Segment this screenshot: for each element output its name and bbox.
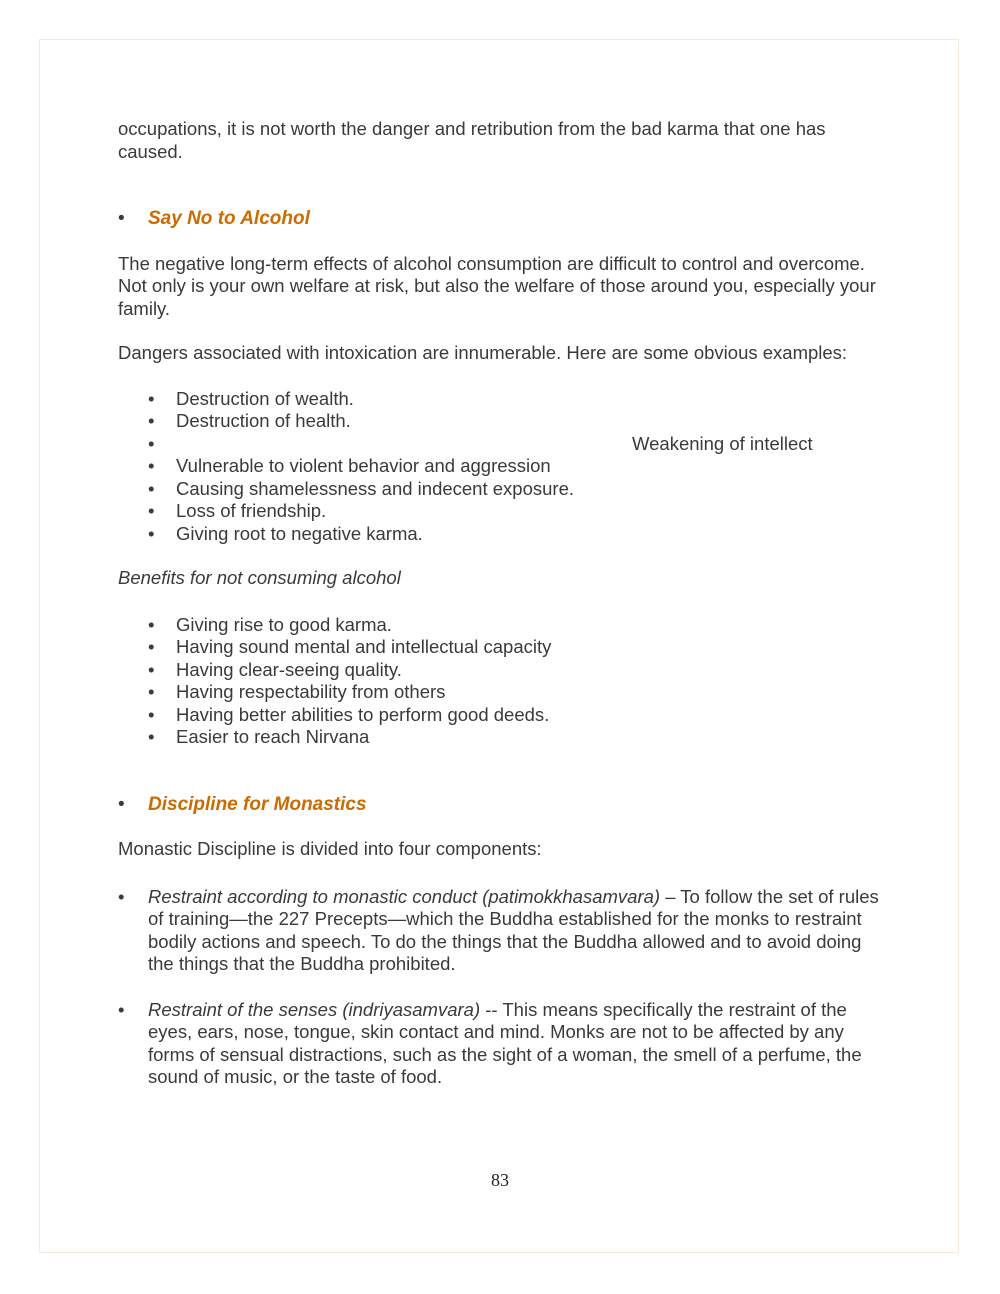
bullet-icon: • — [118, 885, 125, 907]
bullet-icon: • — [148, 636, 155, 657]
component-text: – To follow the set of rules of training—the 227 Precepts—which the Buddha established for the monks to restraint bodily actions and speech. To do the things that the Buddha allowed and to avoid doing the things that the Buddha prohibited. — [148, 885, 879, 974]
list-item: • Causing shamelessness and indecent exposure. — [148, 477, 574, 499]
bullet-icon: • — [148, 613, 155, 635]
list-item: • Destruction of health. — [148, 410, 351, 431]
bullet-icon: • — [148, 522, 155, 544]
component-title: Restraint of the senses (indriyasamvara) — [148, 998, 481, 1020]
section-heading-alcohol — [118, 208, 888, 231]
list-item: • Weakening of intellect — [148, 432, 813, 454]
component-text: -- This means specifically the restraint of the eyes, ears, nose, tongue, skin contact and mind. Monks are not to be affected by any forms of sensual distractions, such as the sight of a woman, the smell of a perfume, the sound of music, or the taste of food. — [148, 998, 862, 1087]
bullet-icon: • — [148, 726, 155, 747]
component-item — [118, 999, 888, 1089]
bullet-icon: • — [148, 432, 155, 454]
heading-text: Discipline for Monastics — [148, 793, 367, 815]
bullet-icon: • — [148, 658, 155, 680]
bullet-icon: • — [148, 387, 155, 409]
list-item: • Vulnerable to violent behavior and aggression — [148, 455, 551, 476]
page-number: 83 — [491, 1170, 509, 1190]
bullet-icon: • — [148, 703, 155, 725]
list-item: • Having clear-seeing quality. — [148, 658, 402, 680]
list-item: • Destruction of wealth. — [148, 387, 354, 409]
bullet-icon: • — [118, 998, 125, 1020]
benefits-list — [118, 614, 888, 749]
bullet-icon: • — [148, 410, 155, 431]
dangers-list — [118, 388, 888, 546]
section-heading-monastics — [118, 794, 888, 817]
list-item: • Giving rise to good karma. — [148, 613, 392, 635]
list-item: • Loss of friendship. — [148, 500, 327, 521]
page-content — [118, 118, 888, 1089]
bullet-icon: • — [148, 477, 155, 499]
intro-paragraph: occupations, it is not worth the danger and retribution from the bad karma that one has caused. — [118, 118, 826, 162]
component-item — [118, 886, 888, 976]
bullet-icon: • — [118, 208, 125, 229]
alcohol-paragraph-1: The negative long-term effects of alcohol consumption are difficult to control and overcome. Not only is your own welfare at risk, but also the welfare of those around you, especially your family. — [118, 252, 876, 319]
bullet-icon: • — [148, 500, 155, 521]
benefits-subheading: Benefits for not consuming alcohol — [118, 567, 401, 588]
monastics-intro: Monastic Discipline is divided into four components: — [118, 838, 542, 859]
alcohol-paragraph-2: Dangers associated with intoxication are innumerable. Here are some obvious examples: — [118, 342, 848, 363]
list-item: • Having respectability from others — [148, 681, 446, 702]
bullet-icon: • — [148, 681, 155, 702]
list-item: • Giving root to negative karma. — [148, 522, 423, 544]
bullet-icon: • — [118, 793, 125, 815]
list-item: • Having better abilities to perform good deeds. — [148, 703, 550, 725]
heading-text: Say No to Alcohol — [148, 208, 310, 229]
bullet-icon: • — [148, 455, 155, 476]
component-title: Restraint according to monastic conduct (patimokkhasamvara) — [148, 885, 661, 907]
list-item: • Easier to reach Nirvana — [148, 726, 370, 747]
list-item: • Having sound mental and intellectual capacity — [148, 636, 552, 657]
